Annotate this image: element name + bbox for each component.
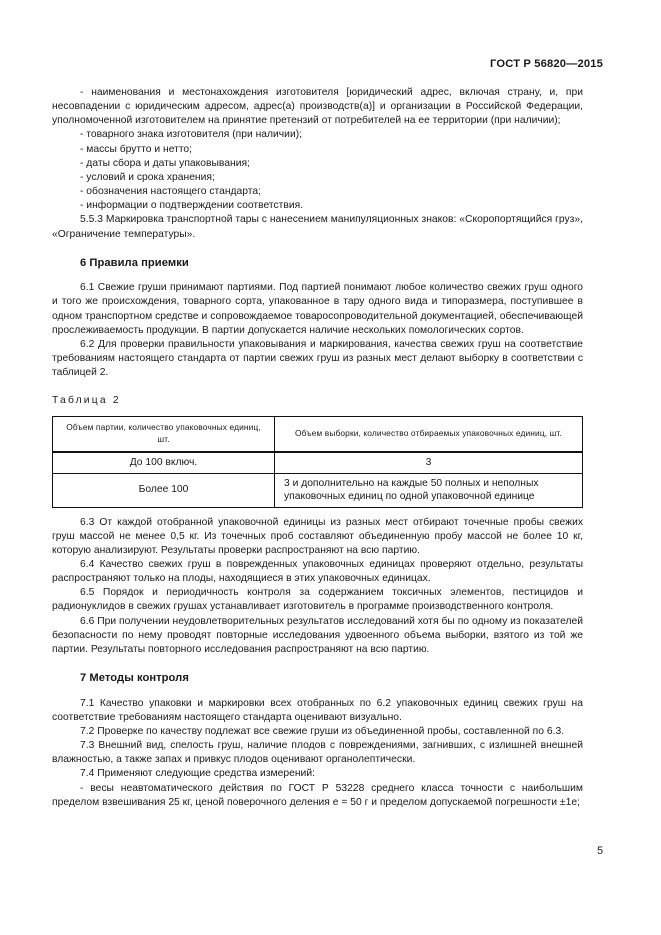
clause-7-2: 7.2 Проверке по качеству подлежат все свежие груши из объединенной пробы, составленной по 6.3. xyxy=(80,725,565,737)
table-header-lot-volume: Объем партии, количество упаковочных единиц, шт. xyxy=(53,417,275,453)
bullet-storage: - условий и срока хранения; xyxy=(80,171,215,183)
spacer xyxy=(52,657,583,671)
spacer xyxy=(52,408,583,416)
spacer xyxy=(52,242,583,256)
table-2-caption: Таблица 2 xyxy=(52,395,121,407)
cell-sample-volume: 3 xyxy=(275,452,583,473)
table-row xyxy=(53,452,583,473)
clause-6-5: 6.5 Порядок и периодичность контроля за содержанием токсичных элементов, пестицидов и радионуклидов в свежих грушах устанавливает изготовитель в программе производственного контроля. xyxy=(52,587,583,613)
bullet-trademark: - товарного знака изготовителя (при наличии); xyxy=(80,129,303,141)
clause-7-4: 7.4 Применяют следующие средства измерений: xyxy=(80,768,315,780)
spacer xyxy=(52,508,583,516)
bullet-dates: - даты сбора и даты упаковывания; xyxy=(80,157,250,169)
table-header-sample-volume: Объем выборки, количество отбираемых упаковочных единиц, шт. xyxy=(275,417,583,453)
bullet-mass: - массы брутто и нетто; xyxy=(80,143,193,155)
bullet-standard-designation: - обозначения настоящего стандарта; xyxy=(80,186,261,198)
spacer xyxy=(52,380,583,394)
table-2 xyxy=(52,416,583,507)
bullet-manufacturer: - наименования и местонахождения изготовителя [юридический адрес, включая страну, и, при несовпадении с юридическим адресом, адрес(а) производств(а)] и организации в Российской Федерации, уполномоченной изготовителем на принятие претензий от потребителей на ее территории (при наличии); xyxy=(52,87,583,127)
document-header-standard-id: ГОСТ Р 56820—2015 xyxy=(490,58,603,70)
document-body xyxy=(52,86,583,810)
clause-6-6: 6.6 При получении неудовлетворительных результатов исследований хотя бы по одному из показателей безопасности по нему проводят повторные исследования удвоенного объема выборки, взятого из той же партии. Результаты повторного исследования распространяют на всю партию. xyxy=(52,615,583,655)
section-heading-6: 6 Правила приемки xyxy=(80,256,189,269)
section-heading-7: 7 Методы контроля xyxy=(80,672,189,685)
table-header-row xyxy=(53,417,583,453)
bullet-conformity-info: - информации о подтверждении соответствия. xyxy=(80,200,304,212)
cell-lot-volume: До 100 включ. xyxy=(53,452,275,473)
bullet-scales: - весы неавтоматического действия по ГОСТ Р 53228 среднего класса точности с наибольшим пределом взвешивания 25 кг, ценой поверочного деления e = 50 г и пределом допускаемой погрешности ±1e; xyxy=(52,782,583,808)
clause-6-4: 6.4 Качество свежих груш в поврежденных упаковочных единицах проверяют отдельно, результаты распространяют только на плоды, находящиеся в этих упаковочных единицах. xyxy=(52,559,583,585)
cell-lot-volume: Более 100 xyxy=(53,473,275,507)
clause-7-1: 7.1 Качество упаковки и маркировки всех отобранных по 6.2 упаковочных единиц свежих груш на соответствие требованиям настоящего стандарта оценивают визуально. xyxy=(52,697,583,723)
page-number: 5 xyxy=(597,845,603,857)
clause-6-1: 6.1 Свежие груши принимают партиями. Под партией понимают любое количество свежих груш одного и того же происхождения, товарного сорта, упакованное в тару одного вида и типоразмера, поступившее в одном транспортном средстве и сопровождаемое товаросопроводительной документацией, обеспечивающей прослеживаемость продукции. В партии допускается наличие нескольких помологических сортов. xyxy=(52,282,583,336)
spacer xyxy=(52,270,583,281)
clause-6-2: 6.2 Для проверки правильности упаковывания и маркирования, качества свежих груш на соответствие требованиям настоящего стандарта от партии свежих груш из разных мест делают выборку в соответствии с таблицей 2. xyxy=(52,338,583,379)
clause-7-3: 7.3 Внешний вид, спелость груш, наличие плодов с повреждениями, загнивших, с излишней внешней влажностью, а также запах и привкус плодов оценивают органолептически. xyxy=(52,740,583,766)
clause-5-5-3: 5.5.3 Маркировка транспортной тары с нанесением манипуляционных знаков: «Скоропортящийся груз», «Ограничение температуры». xyxy=(52,214,583,240)
cell-sample-volume: 3 и дополнительно на каждые 50 полных и неполных упаковочных единиц по одной упаковочной единице xyxy=(275,473,583,507)
clause-6-3: 6.3 От каждой отобранной упаковочной единицы из разных мест отбирают точечные пробы свежих груш массой не менее 0,5 кг. Из точечных проб составляют объединенную пробу массой не более 10 кг, которую анализируют. Результаты проверки распространяют на всю партию. xyxy=(52,516,583,556)
spacer xyxy=(52,686,583,697)
table-row xyxy=(53,473,583,507)
